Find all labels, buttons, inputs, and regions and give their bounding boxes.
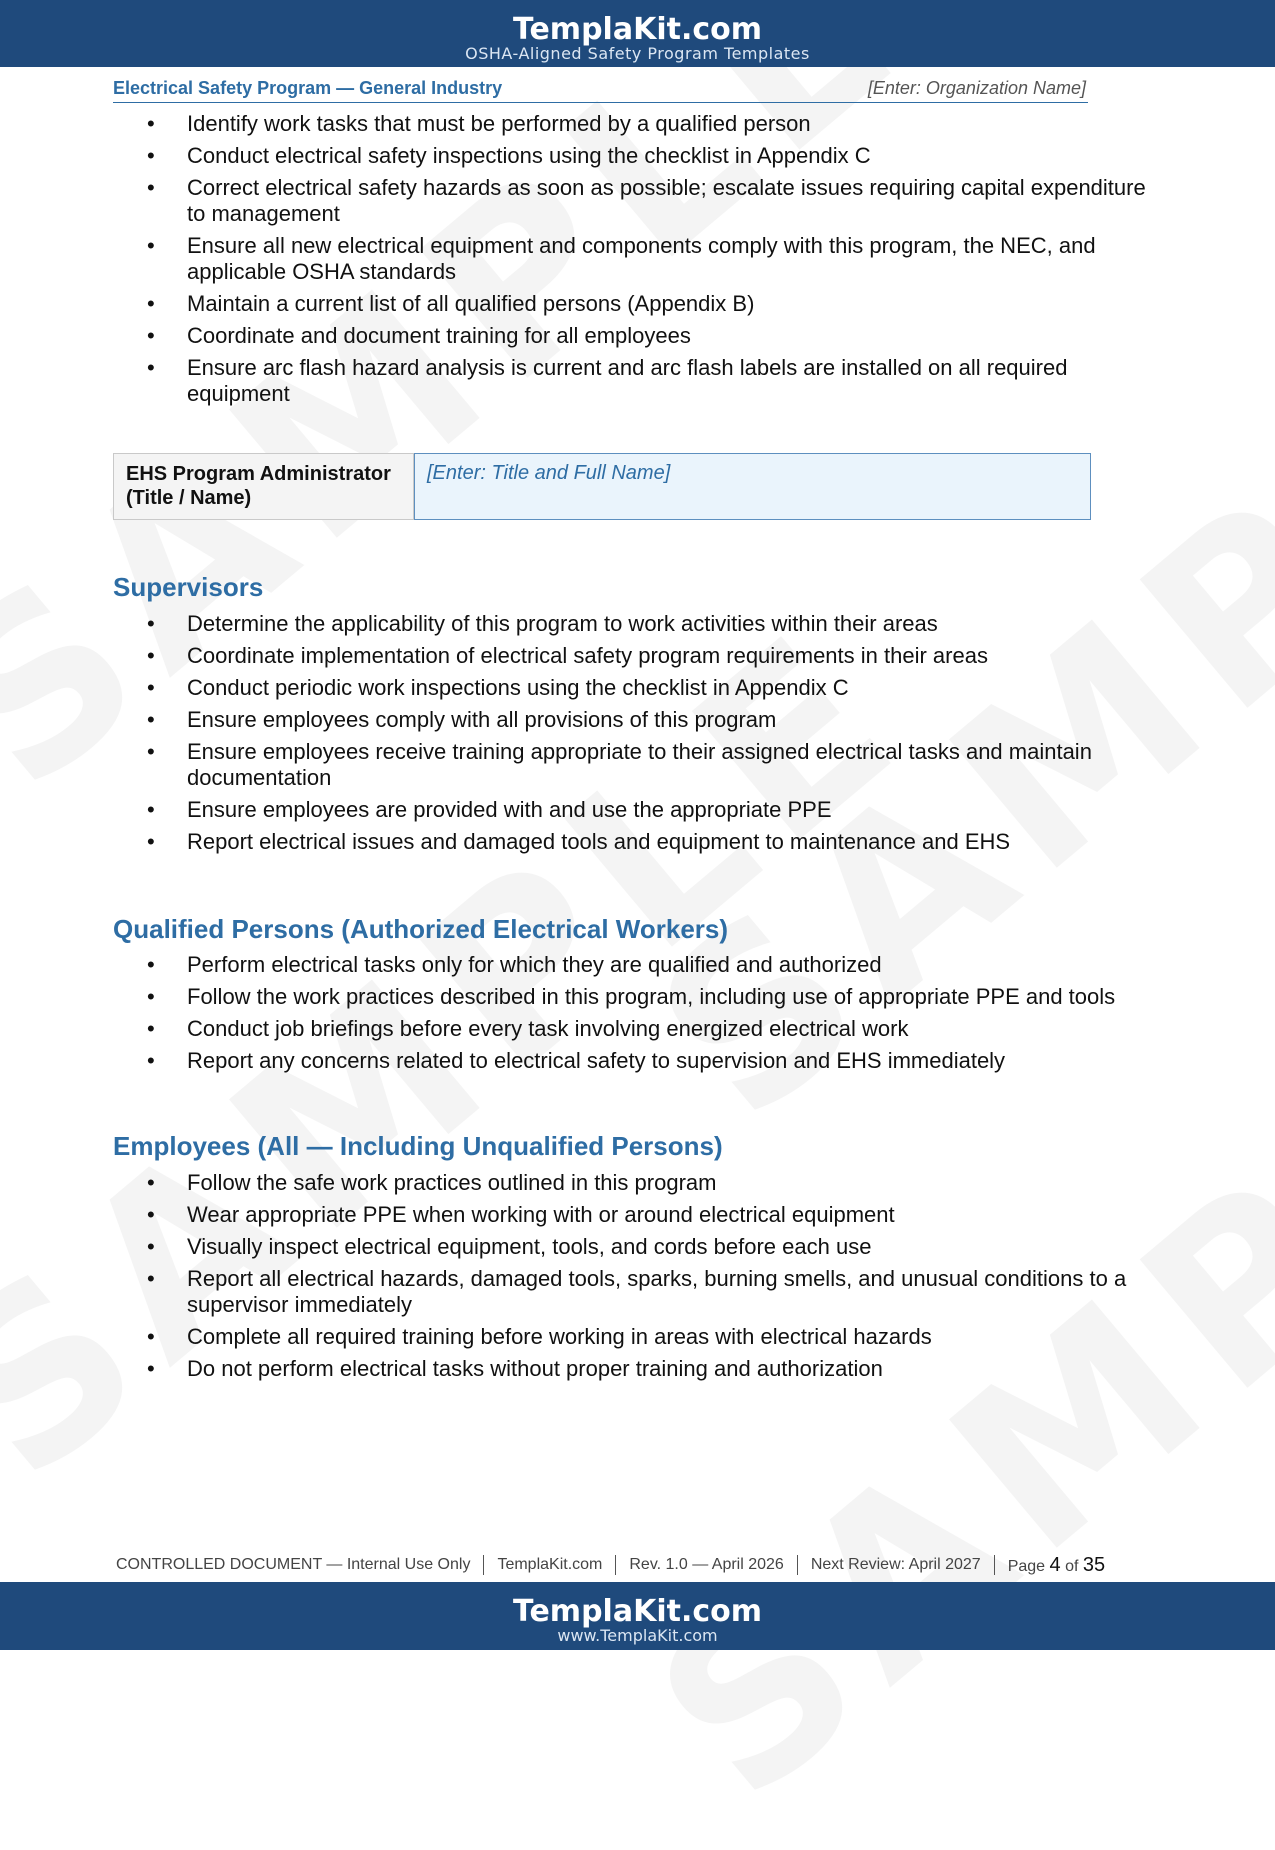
list-item: • Conduct periodic work inspections using the checklist in Appendix C xyxy=(145,675,1165,701)
brand-logo-text: TemplaKit.com xyxy=(512,1594,762,1629)
revision-info: Rev. 1.0 — April 2026 xyxy=(629,1556,784,1573)
list-item: • Ensure employees receive training appropriate to their assigned electrical tasks and maintain documentation xyxy=(145,739,1165,791)
brand-website-url[interactable]: www.TemplaKit.com xyxy=(557,1626,718,1645)
footer-site-name: TemplaKit.com xyxy=(497,1556,603,1573)
list-item: • Ensure employees comply with all provisions of this program xyxy=(145,707,1165,733)
list-item: • Determine the applicability of this program to work activities within their areas xyxy=(145,611,1165,637)
list-item: • Report electrical issues and damaged tools and equipment to maintenance and EHS xyxy=(145,829,1165,855)
page-current: 4 xyxy=(1049,1553,1061,1576)
controlled-document-notice: CONTROLLED DOCUMENT — Internal Use Only xyxy=(116,1556,471,1573)
next-review-date: Next Review: April 2027 xyxy=(810,1556,981,1573)
administrator-name-field[interactable]: [Enter: Title and Full Name] xyxy=(414,453,1091,520)
list-item: • Perform electrical tasks only for which they are qualified and authorized xyxy=(145,952,1165,978)
list-item: • Identify work tasks that must be performed by a qualified person xyxy=(145,111,1165,137)
list-item: • Coordinate implementation of electrical safety program requirements in their areas xyxy=(145,643,1165,669)
brand-logo-text: TemplaKit.com xyxy=(512,12,762,47)
section-heading-supervisors: Supervisors xyxy=(113,572,264,602)
list-item: • Do not perform electrical tasks without proper training and authorization xyxy=(145,1356,1165,1382)
brand-tagline: OSHA-Aligned Safety Program Templates xyxy=(465,44,810,63)
ehs-administrator-table xyxy=(113,453,1091,520)
ehs-responsibility-list xyxy=(145,111,1165,413)
page-number xyxy=(995,1554,1118,1577)
list-item: • Ensure all new electrical equipment and components comply with this program, the NEC, and applicable OSHA standards xyxy=(145,233,1165,285)
list-item: • Maintain a current list of all qualified persons (Appendix B) xyxy=(145,291,1165,317)
list-item: • Correct electrical safety hazards as soon as possible; escalate issues requiring capital expenditure to management xyxy=(145,175,1165,227)
list-item: • Visually inspect electrical equipment, tools, and cords before each use xyxy=(145,1234,1165,1260)
organization-name-placeholder: [Enter: Organization Name] xyxy=(867,78,1086,98)
list-item: • Report any concerns related to electrical safety to supervision and EHS immediately xyxy=(145,1048,1165,1074)
page-of-label: of xyxy=(1065,1557,1079,1575)
top-banner xyxy=(0,0,1275,67)
list-item: • Conduct job briefings before every task involving energized electrical work xyxy=(145,1016,1165,1042)
document-header xyxy=(113,76,1088,103)
list-item: • Conduct electrical safety inspections using the checklist in Appendix C xyxy=(145,143,1165,169)
employee-responsibility-list xyxy=(145,1170,1165,1388)
list-item: • Follow the safe work practices outlined in this program xyxy=(145,1170,1165,1196)
list-item: • Wear appropriate PPE when working with or around electrical equipment xyxy=(145,1202,1165,1228)
list-item: • Ensure employees are provided with and use the appropriate PPE xyxy=(145,797,1165,823)
list-item: • Complete all required training before working in areas with electrical hazards xyxy=(145,1324,1165,1350)
section-heading-employees: Employees (All — Including Unqualified Persons) xyxy=(113,1131,723,1161)
administrator-label: EHS Program Administrator (Title / Name) xyxy=(114,454,414,519)
bottom-banner xyxy=(0,1582,1275,1650)
list-item: • Coordinate and document training for all employees xyxy=(145,323,1165,349)
list-item: • Ensure arc flash hazard analysis is current and arc flash labels are installed on all required equipment xyxy=(145,355,1165,407)
list-item: • Follow the work practices described in this program, including use of appropriate PPE and tools xyxy=(145,984,1165,1010)
qualified-persons-responsibility-list xyxy=(145,952,1165,1080)
page-label: Page xyxy=(1007,1557,1046,1575)
document-title: Electrical Safety Program — General Industry xyxy=(113,78,503,98)
supervisor-responsibility-list xyxy=(145,611,1165,861)
document-footer xyxy=(113,1553,1163,1577)
list-item: • Report all electrical hazards, damaged tools, sparks, burning smells, and unusual conditions to a supervisor immediately xyxy=(145,1266,1165,1318)
section-heading-qualified-persons: Qualified Persons (Authorized Electrical Workers) xyxy=(113,914,729,944)
page-total: 35 xyxy=(1082,1553,1106,1576)
